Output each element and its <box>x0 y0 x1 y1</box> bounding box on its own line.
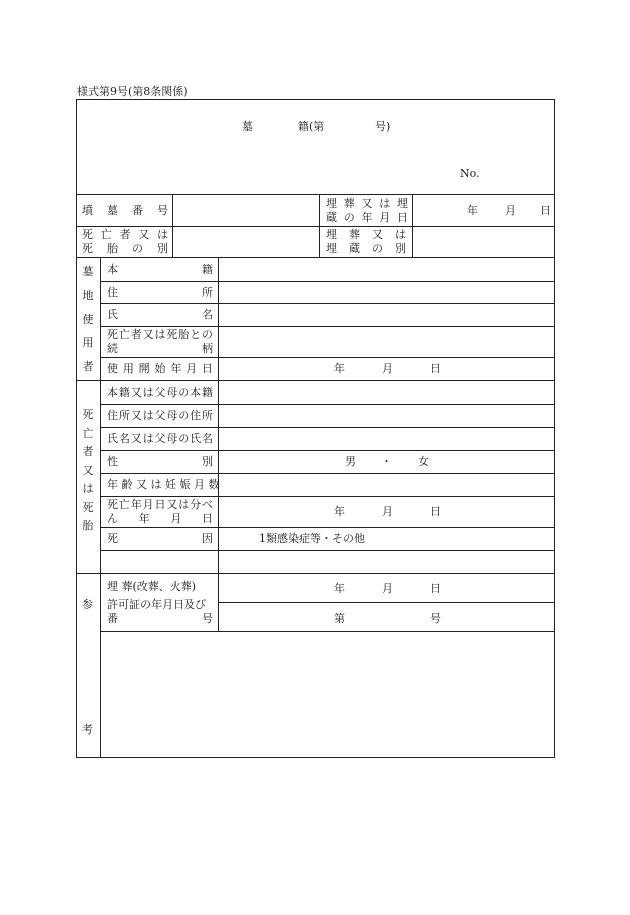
cause-value: 1類感染症等・その他 <box>259 532 365 545</box>
permit-day: 日 <box>430 582 441 595</box>
user-group-char: 使 <box>82 312 94 326</box>
permit-no-prefix: 第 <box>334 612 345 625</box>
rule-user-2 <box>100 303 555 304</box>
dec-name-label: 氏名又は父母の氏名 <box>107 432 213 445</box>
burial-date-year: 年 <box>467 204 478 217</box>
burial-date-label-1: 埋 葬 又 は 埋 <box>326 197 408 210</box>
user-start-month: 月 <box>382 362 393 375</box>
dec-cause-label: 死 因 <box>107 532 213 545</box>
permit-no-suffix: 号 <box>430 612 441 625</box>
rule-dec-1 <box>100 404 555 405</box>
permit-label-1: 埋 葬(改葬、火葬) <box>107 580 197 593</box>
user-group-char: 用 <box>82 336 94 350</box>
rule-dec-7 <box>100 550 555 551</box>
user-start-year: 年 <box>334 362 345 375</box>
rule-dec-2 <box>100 427 555 428</box>
remarks-label-bottom: 考 <box>82 723 93 736</box>
sex-dot: ・ <box>381 455 392 468</box>
dec-age-label: 年 齢 又 は 妊 娠 月 数 <box>107 478 220 491</box>
deceased-group-char: 又 <box>82 463 94 477</box>
deceased-group-label <box>81 408 95 532</box>
deceased-group-char: 死 <box>82 408 94 421</box>
user-group-label <box>81 265 95 373</box>
rule-v-group <box>100 257 101 758</box>
rule-permit-mid <box>218 602 555 603</box>
title-right: 籍(第 <box>298 120 325 133</box>
deceased-type-label-1: 死 亡 者 又 は <box>82 228 168 241</box>
rule-dec-end <box>76 573 555 574</box>
permit-month: 月 <box>382 582 393 595</box>
permit-label-3: 番 号 <box>107 612 213 625</box>
rule-user-4 <box>100 357 555 358</box>
deceased-group-char: 死 <box>82 500 94 514</box>
deceased-group-char: 亡 <box>82 426 94 440</box>
burial-type-label-1: 埋 葬 又 は <box>326 228 406 241</box>
burial-date-label-2: 蔵 の 年 月 日 <box>326 211 408 224</box>
rule-dec-3 <box>100 450 555 451</box>
rule-v-label <box>218 257 219 631</box>
dec-death-date-label-1: 死亡年月日又は分べ <box>107 498 213 511</box>
remarks-label-top: 参 <box>82 598 93 611</box>
rule-user-end <box>76 380 555 381</box>
rule-user-1 <box>100 281 555 282</box>
deceased-type-label-2: 死 胎 の 別 <box>82 242 168 255</box>
form-caption: 様式第9号(第8条関係) <box>77 85 188 98</box>
user-relation-label-1: 死亡者又は死胎との <box>107 328 213 341</box>
permit-year: 年 <box>334 582 345 595</box>
rule-permit-end <box>100 631 555 632</box>
plot-number-text: 墳 墓 番 号 <box>82 204 168 217</box>
death-year: 年 <box>334 505 345 518</box>
user-name-label: 氏 名 <box>107 308 213 321</box>
grave-register-form <box>76 99 555 758</box>
deceased-group-char: 者 <box>82 445 94 458</box>
user-group-char: 地 <box>82 288 94 302</box>
user-group-char: 者 <box>82 360 94 373</box>
burial-date-month: 月 <box>505 204 516 217</box>
sex-male: 男 <box>345 455 356 468</box>
rule-user-3 <box>100 326 555 327</box>
user-domicile-label: 本 籍 <box>107 263 213 276</box>
rule-v-top-mid <box>319 194 320 257</box>
dec-domicile-label: 本籍又は父母の本籍 <box>107 386 213 399</box>
title-left: 墓 <box>242 120 253 133</box>
user-start-date-label: 使 用 開 始 年 月 日 <box>107 362 213 375</box>
user-address-label: 住 所 <box>107 286 213 299</box>
rule-row1 <box>76 226 555 227</box>
dec-address-label: 住所又は父母の住所 <box>107 409 213 422</box>
sex-female: 女 <box>418 455 429 468</box>
death-month: 月 <box>382 505 393 518</box>
rule-header <box>76 194 555 195</box>
death-day: 日 <box>430 505 441 518</box>
rule-dec-4 <box>100 473 555 474</box>
burial-date-day: 日 <box>540 204 551 217</box>
user-start-day: 日 <box>430 362 441 375</box>
rule-row2 <box>76 257 555 258</box>
user-relation-label-2: 続 柄 <box>107 342 213 355</box>
number-label: No. <box>460 167 480 180</box>
dec-sex-label: 性 別 <box>107 455 213 468</box>
rule-v-top-right <box>412 194 413 257</box>
rule-v-top-left <box>172 194 173 257</box>
deceased-group-char: は <box>82 482 94 495</box>
rule-dec-6 <box>100 527 555 528</box>
plot-number-label <box>82 204 168 217</box>
burial-type-label-2: 埋 蔵 の 別 <box>326 242 406 255</box>
rule-dec-5 <box>100 496 555 497</box>
user-group-char: 墓 <box>82 265 94 278</box>
title-suffix: 号) <box>375 120 391 133</box>
deceased-group-char: 胎 <box>82 519 94 532</box>
dec-death-date-label-2: ん 年 月 日 <box>107 512 213 525</box>
permit-label-2: 許可証の年月日及び <box>107 598 206 611</box>
